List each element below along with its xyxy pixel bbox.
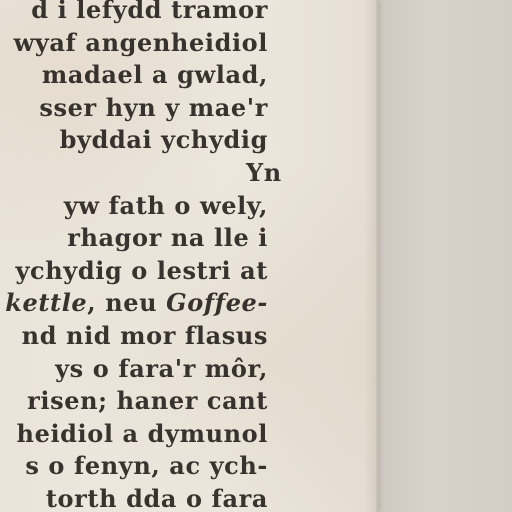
text-line: ys o fara'r môr,: [55, 353, 268, 383]
text-fragment: , neu: [87, 288, 167, 318]
text-line: s o fenyn, ac ych-: [25, 451, 268, 481]
italic-word: Goffee-: [166, 288, 268, 318]
text-line: d i lefydd tramor: [31, 0, 268, 24]
italic-word: kettle: [5, 288, 88, 318]
text-line-mixed: [0, 287, 268, 320]
text-line: madael a gwlad,: [41, 60, 268, 90]
text-line: rhagor na lle i: [67, 223, 268, 253]
text-line: wyaf angenheidiol: [13, 27, 268, 57]
text-line: yw fath o wely,: [63, 190, 268, 220]
text-line: torth dda o fara: [45, 483, 268, 512]
section-heading-text: Yn: [246, 157, 282, 187]
text-line: nd nid mor flasus: [21, 320, 268, 350]
text-line: risen; haner cant: [27, 386, 268, 416]
section-heading: [246, 157, 306, 190]
backdrop: [378, 0, 512, 512]
text-line: heidiol a dymunol: [16, 418, 268, 448]
page-fold-shadow: [364, 0, 376, 512]
text-line: byddai ychydig: [59, 125, 268, 155]
text-line: sser hyn y mae'r: [39, 92, 268, 122]
text-line: ychydig o lestri at: [15, 255, 268, 285]
